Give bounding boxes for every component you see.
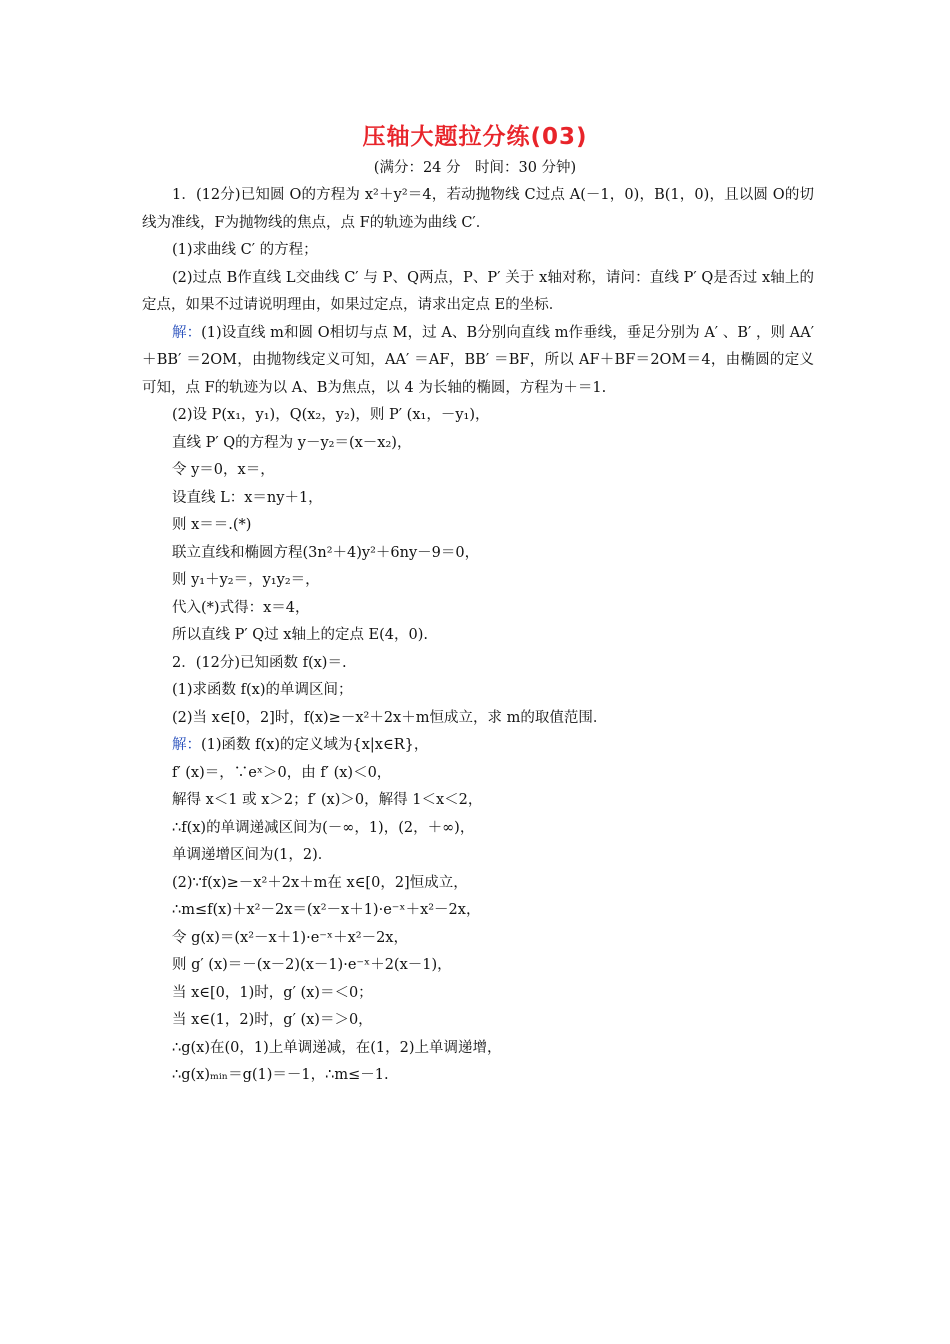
solution-line: (2)∵f(x)≥－x²＋2x＋m在 x∈[0，2]恒成立， bbox=[172, 874, 468, 891]
document-body bbox=[142, 182, 814, 1090]
problem-2-part-1: (1)求函数 f(x)的单调区间； bbox=[172, 682, 353, 698]
problem-2-statement: 2．(12分)已知函数 f(x)＝. bbox=[172, 654, 347, 671]
solution-line: 则 g′ (x)＝－(x－2)(x－1)·e⁻ˣ＋2(x－1)， bbox=[172, 957, 452, 973]
problem-1-statement: 1．(12分)已知圆 O的方程为 x²＋y²＝4，若动抛物线 C过点 A(－1，0)，B(1，0)，且以圆 O的切线为准线，F为抛物线的焦点，点 F的轨迹为曲线 C′． bbox=[142, 187, 814, 231]
solution-label: 解： bbox=[172, 324, 202, 341]
score-time-info: (满分：24 分 时间：30 分钟) bbox=[373, 160, 577, 176]
solution-text: (1)函数 f(x)的定义域为{x|x∈R}， bbox=[201, 737, 429, 753]
solution-text: (1)设直线 m和圆 O相切与点 M，过 A、B分别向直线 m作垂线，垂足分别为 A′ 、B′ ，则 AA′ ＋BB′ ＝2OM，由抛物线定义可知，AA′ ＝AF，BB′ ＝BF，所以 AF＋BF＝2OM＝4，由椭圆的定义可知，点 F的轨迹为以 A、B为焦点，以 4 为长轴的椭圆，方程为＋＝1. bbox=[142, 324, 815, 396]
solution-line: (2)设 P(x₁，y₁)，Q(x₂，y₂)，则 P′ (x₁，－y₁)， bbox=[172, 407, 490, 423]
solution-line: 直线 P′ Q的方程为 y－y₂＝(x－x₂)， bbox=[172, 434, 412, 451]
problem-1-part-1: (1)求曲线 C′ 的方程； bbox=[172, 242, 318, 258]
solution-line: 令 g(x)＝(x²－x＋1)·e⁻ˣ＋x²－2x， bbox=[172, 929, 408, 946]
problem-2-part-2: (2)当 x∈[0，2]时，f(x)≥－x²＋2x＋m恒成立，求 m的取值范围． bbox=[172, 709, 608, 726]
solution-line: ∴g(x)在(0，1)上单调递减，在(1，2)上单调递增， bbox=[172, 1039, 502, 1056]
solution-line: 设直线 L：x＝ny＋1， bbox=[172, 489, 323, 506]
solution-line: f′ (x)＝，∵eˣ＞0，由 f′ (x)＜0， bbox=[172, 764, 392, 781]
solution-line: ∴f(x)的单调递减区间为(－∞，1)，(2，＋∞)， bbox=[172, 819, 475, 836]
solution-line: 则 y₁＋y₂＝，y₁y₂＝， bbox=[172, 572, 320, 588]
page-title: 压轴大题拉分练(03) bbox=[362, 124, 588, 150]
solution-line: 则 x＝＝.(*) bbox=[172, 517, 252, 533]
solution-line: 解得 x＜1 或 x＞2；f′ (x)＞0，解得 1＜x＜2， bbox=[172, 792, 483, 808]
solution-line: 所以直线 P′ Q过 x轴上的定点 E(4，0). bbox=[172, 627, 429, 643]
problem-1-solution-first bbox=[142, 320, 814, 403]
solution-line: 单调递增区间为(1，2)． bbox=[172, 847, 333, 863]
solution-line: ∴m≤f(x)＋x²－2x＝(x²－x＋1)·e⁻ˣ＋x²－2x， bbox=[172, 902, 481, 918]
solution-line: 当 x∈[0，1)时，g′ (x)＝＜0； bbox=[172, 984, 373, 1001]
solution-line: 代入(*)式得：x＝4， bbox=[172, 599, 310, 616]
solution-label: 解： bbox=[172, 737, 201, 753]
solution-line: 当 x∈(1，2)时，g′ (x)＝＞0， bbox=[172, 1012, 373, 1028]
solution-line: 令 y＝0，x＝， bbox=[172, 462, 275, 478]
solution-line: ∴g(x)ₘᵢₙ＝g(1)＝－1，∴m≤－1. bbox=[172, 1067, 389, 1083]
problem-2-solution-first bbox=[142, 732, 814, 760]
problem-1-part-2: (2)过点 B作直线 L交曲线 C′ 与 P、Q两点，P、P′ 关于 x轴对称，请问：直线 P′ Q是否过 x轴上的定点，如果不过请说明理由，如果过定点，请求出定点 E的坐标． bbox=[142, 269, 814, 313]
solution-line: 联立直线和椭圆方程(3n²＋4)y²＋6ny－9＝0， bbox=[172, 544, 480, 561]
